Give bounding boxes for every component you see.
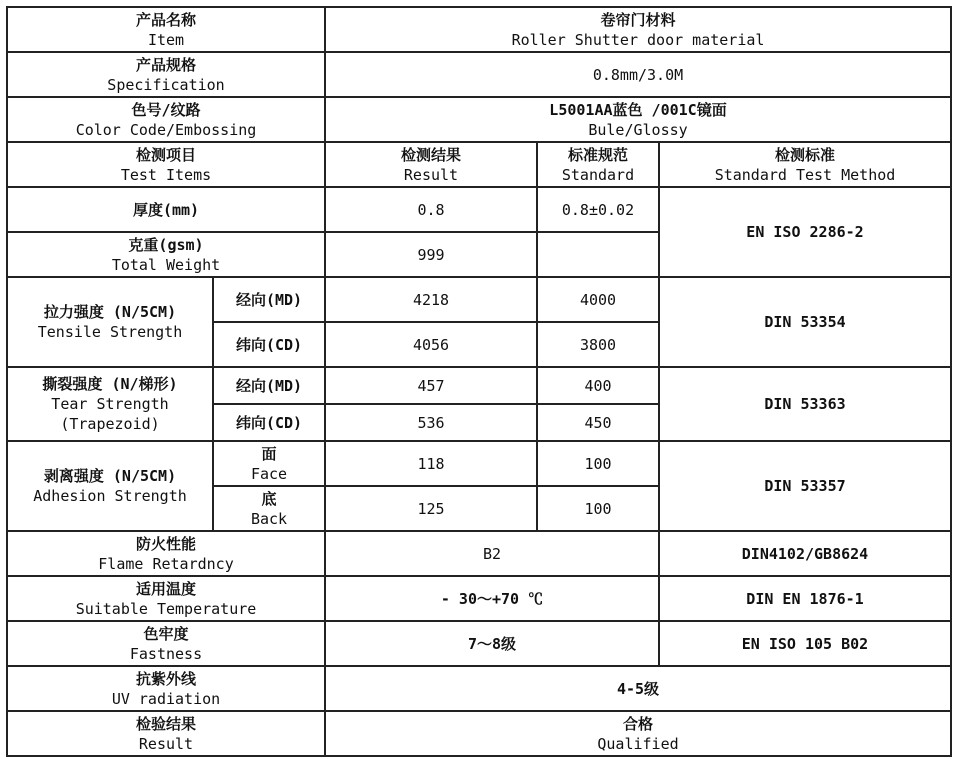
adhesion-face-standard: 100 <box>537 441 659 486</box>
item-value: 卷帘门材料 Roller Shutter door material <box>325 7 951 52</box>
table-row <box>7 711 951 756</box>
thickness-weight-method: EN ISO 2286-2 <box>659 187 951 277</box>
tear-md-label: 经向(MD) <box>213 367 325 404</box>
tensile-md-label: 经向(MD) <box>213 277 325 322</box>
tear-cd-standard: 450 <box>537 404 659 441</box>
thickness-result: 0.8 <box>325 187 537 232</box>
fastness-value: 7～8级 <box>325 621 659 666</box>
fastness-method: EN ISO 105 B02 <box>659 621 951 666</box>
thickness-standard: 0.8±0.02 <box>537 187 659 232</box>
table-row <box>7 7 951 52</box>
tear-md-standard: 400 <box>537 367 659 404</box>
result-value: 合格 Qualified <box>325 711 951 756</box>
header-standard: 标准规范 Standard <box>537 142 659 187</box>
tear-label: 撕裂强度 (N/梯形) Tear Strength (Trapezoid) <box>7 367 213 441</box>
uv-value: 4-5级 <box>325 666 951 711</box>
table-header-row <box>7 142 951 187</box>
table-row <box>7 52 951 97</box>
thickness-label: 厚度(mm) <box>7 187 325 232</box>
tear-method: DIN 53363 <box>659 367 951 441</box>
adhesion-back-label: 底 Back <box>213 486 325 531</box>
table-row <box>7 277 951 322</box>
temperature-method: DIN EN 1876-1 <box>659 576 951 621</box>
adhesion-method: DIN 53357 <box>659 441 951 531</box>
flame-method: DIN4102/GB8624 <box>659 531 951 576</box>
tear-cd-label: 纬向(CD) <box>213 404 325 441</box>
color-code-value: L5001AA蓝色 /001C镜面 Bule/Glossy <box>325 97 951 142</box>
uv-label: 抗紫外线 UV radiation <box>7 666 325 711</box>
tear-cd-result: 536 <box>325 404 537 441</box>
temperature-label: 适用温度 Suitable Temperature <box>7 576 325 621</box>
specification-value: 0.8mm/3.0M <box>325 52 951 97</box>
result-label: 检验结果 Result <box>7 711 325 756</box>
table-row <box>7 187 951 232</box>
item-label: 产品名称 Item <box>7 7 325 52</box>
temperature-value: - 30～+70 ℃ <box>325 576 659 621</box>
table-row <box>7 621 951 666</box>
spec-table <box>6 6 952 757</box>
header-test-items: 检测项目 Test Items <box>7 142 325 187</box>
table-row <box>7 576 951 621</box>
table-row <box>7 531 951 576</box>
tear-md-result: 457 <box>325 367 537 404</box>
color-code-label: 色号/纹路 Color Code/Embossing <box>7 97 325 142</box>
weight-label: 克重(gsm) Total Weight <box>7 232 325 277</box>
adhesion-back-standard: 100 <box>537 486 659 531</box>
table-row <box>7 367 951 404</box>
adhesion-label: 剥离强度 (N/5CM) Adhesion Strength <box>7 441 213 531</box>
tensile-label: 拉力强度 (N/5CM) Tensile Strength <box>7 277 213 367</box>
header-test-method: 检测标准 Standard Test Method <box>659 142 951 187</box>
weight-result: 999 <box>325 232 537 277</box>
adhesion-face-label: 面 Face <box>213 441 325 486</box>
flame-label: 防火性能 Flame Retardncy <box>7 531 325 576</box>
flame-value: B2 <box>325 531 659 576</box>
adhesion-back-result: 125 <box>325 486 537 531</box>
tensile-cd-label: 纬向(CD) <box>213 322 325 367</box>
tensile-md-standard: 4000 <box>537 277 659 322</box>
adhesion-face-result: 118 <box>325 441 537 486</box>
fastness-label: 色牢度 Fastness <box>7 621 325 666</box>
table-row <box>7 666 951 711</box>
tensile-cd-standard: 3800 <box>537 322 659 367</box>
specification-label: 产品规格 Specification <box>7 52 325 97</box>
table-row <box>7 97 951 142</box>
tensile-cd-result: 4056 <box>325 322 537 367</box>
table-row <box>7 441 951 486</box>
tensile-method: DIN 53354 <box>659 277 951 367</box>
weight-standard <box>537 232 659 277</box>
tensile-md-result: 4218 <box>325 277 537 322</box>
header-result: 检测结果 Result <box>325 142 537 187</box>
